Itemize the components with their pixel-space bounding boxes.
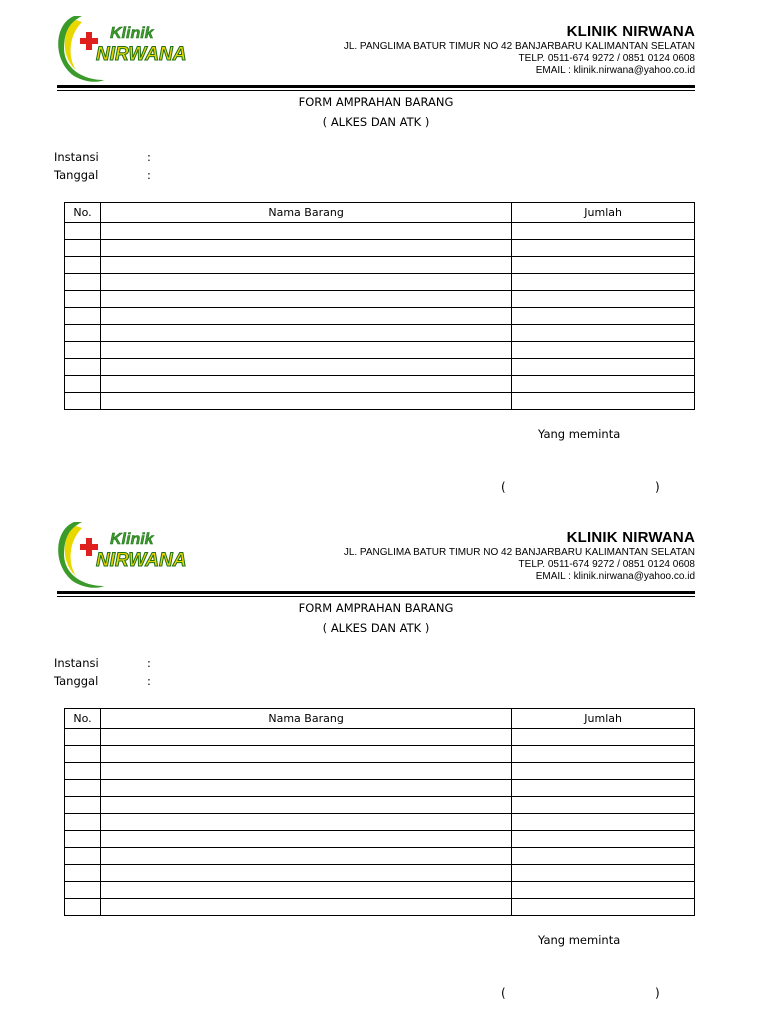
cell-nama-barang xyxy=(100,291,511,308)
table-row xyxy=(65,325,695,342)
table-row xyxy=(65,746,695,763)
tanggal-colon: : xyxy=(147,674,151,688)
cell-jumlah xyxy=(512,780,695,797)
cell-no xyxy=(65,763,101,780)
clinic-email: EMAIL : klinik.nirwana@yahoo.co.id xyxy=(535,65,695,76)
items-table xyxy=(64,202,695,410)
header-divider-thin xyxy=(57,90,695,91)
cell-jumlah xyxy=(512,291,695,308)
instansi-colon: : xyxy=(147,656,151,670)
items-table xyxy=(64,708,695,916)
table-header-row xyxy=(65,709,695,729)
tanggal-colon: : xyxy=(147,168,151,182)
cell-no xyxy=(65,393,101,410)
cell-no xyxy=(65,746,101,763)
header-divider-thick xyxy=(57,591,695,594)
cell-nama-barang xyxy=(100,240,511,257)
cell-nama-barang xyxy=(100,274,511,291)
header-jumlah: Jumlah xyxy=(512,203,695,223)
table-row xyxy=(65,865,695,882)
table-row xyxy=(65,376,695,393)
form-block-2 xyxy=(0,506,768,1012)
cell-jumlah xyxy=(512,325,695,342)
instansi-colon: : xyxy=(147,150,151,164)
cell-nama-barang xyxy=(100,223,511,240)
cell-no xyxy=(65,729,101,746)
table-row xyxy=(65,257,695,274)
table-row xyxy=(65,831,695,848)
table-row xyxy=(65,882,695,899)
cell-no xyxy=(65,865,101,882)
cell-jumlah xyxy=(512,729,695,746)
cell-jumlah xyxy=(512,376,695,393)
form-subtitle: ( ALKES DAN ATK ) xyxy=(322,621,430,635)
cell-no xyxy=(65,359,101,376)
logo-word-bottom: NIRWANA xyxy=(96,550,187,571)
cell-jumlah xyxy=(512,223,695,240)
logo-word-top: Klinik xyxy=(110,531,154,548)
cell-jumlah xyxy=(512,393,695,410)
cell-nama-barang xyxy=(100,308,511,325)
clinic-name: KLINIK NIRWANA xyxy=(566,23,695,40)
cell-nama-barang xyxy=(100,882,511,899)
table-row xyxy=(65,240,695,257)
table-row xyxy=(65,223,695,240)
cell-jumlah xyxy=(512,831,695,848)
cell-nama-barang xyxy=(100,831,511,848)
clinic-phone: TELP. 0511-674 9272 / 0851 0124 0608 xyxy=(518,53,695,64)
clinic-address: JL. PANGLIMA BATUR TIMUR NO 42 BANJARBARU KALIMANTAN SELATAN xyxy=(343,547,695,558)
table-row xyxy=(65,393,695,410)
cell-jumlah xyxy=(512,882,695,899)
cell-no xyxy=(65,274,101,291)
clinic-name: KLINIK NIRWANA xyxy=(566,529,695,546)
cell-nama-barang xyxy=(100,899,511,916)
cell-no xyxy=(65,831,101,848)
clinic-phone: TELP. 0511-674 9272 / 0851 0124 0608 xyxy=(518,559,695,570)
clinic-email: EMAIL : klinik.nirwana@yahoo.co.id xyxy=(535,571,695,582)
cell-no xyxy=(65,325,101,342)
table-row xyxy=(65,359,695,376)
cell-nama-barang xyxy=(100,746,511,763)
table-row xyxy=(65,797,695,814)
logo-word-top: Klinik xyxy=(110,25,154,42)
clinic-logo xyxy=(52,10,217,84)
header-no: No. xyxy=(65,709,101,729)
form-subtitle: ( ALKES DAN ATK ) xyxy=(322,115,430,129)
cell-nama-barang xyxy=(100,325,511,342)
cell-no xyxy=(65,257,101,274)
form-title: FORM AMPRAHAN BARANG xyxy=(298,601,454,615)
cell-nama-barang xyxy=(100,797,511,814)
table-row xyxy=(65,848,695,865)
instansi-label: Instansi xyxy=(54,656,99,670)
header-no: No. xyxy=(65,203,101,223)
table-row xyxy=(65,342,695,359)
signature-open-paren: ( xyxy=(501,986,506,1000)
signature-close-paren: ) xyxy=(655,480,660,494)
clinic-logo xyxy=(52,516,217,590)
header-nama-barang: Nama Barang xyxy=(100,709,511,729)
signature-open-paren: ( xyxy=(501,480,506,494)
table-row xyxy=(65,274,695,291)
cell-jumlah xyxy=(512,342,695,359)
clinic-logo-graphic xyxy=(52,516,217,590)
instansi-label: Instansi xyxy=(54,150,99,164)
clinic-logo-graphic xyxy=(52,10,217,84)
header-divider-thin xyxy=(57,596,695,597)
logo-word-bottom: NIRWANA xyxy=(96,44,187,65)
table-row xyxy=(65,780,695,797)
cell-nama-barang xyxy=(100,342,511,359)
cell-no xyxy=(65,223,101,240)
cell-nama-barang xyxy=(100,376,511,393)
table-row xyxy=(65,814,695,831)
header-divider-thick xyxy=(57,85,695,88)
cell-jumlah xyxy=(512,274,695,291)
form-title: FORM AMPRAHAN BARANG xyxy=(298,95,454,109)
cell-no xyxy=(65,240,101,257)
cell-no xyxy=(65,342,101,359)
signature-label: Yang meminta xyxy=(538,933,621,947)
header-jumlah: Jumlah xyxy=(512,709,695,729)
header-nama-barang: Nama Barang xyxy=(100,203,511,223)
cell-jumlah xyxy=(512,865,695,882)
signature-close-paren: ) xyxy=(655,986,660,1000)
cell-nama-barang xyxy=(100,729,511,746)
cell-nama-barang xyxy=(100,865,511,882)
cell-jumlah xyxy=(512,746,695,763)
signature-label: Yang meminta xyxy=(538,427,621,441)
table-row xyxy=(65,308,695,325)
cell-no xyxy=(65,376,101,393)
cell-jumlah xyxy=(512,308,695,325)
cell-no xyxy=(65,291,101,308)
cell-no xyxy=(65,780,101,797)
tanggal-label: Tanggal xyxy=(54,168,99,182)
cell-jumlah xyxy=(512,763,695,780)
cell-jumlah xyxy=(512,899,695,916)
cell-nama-barang xyxy=(100,814,511,831)
cell-jumlah xyxy=(512,359,695,376)
cell-jumlah xyxy=(512,257,695,274)
tanggal-label: Tanggal xyxy=(54,674,99,688)
form-block-1 xyxy=(0,0,768,506)
cell-jumlah xyxy=(512,797,695,814)
cell-jumlah xyxy=(512,848,695,865)
cell-jumlah xyxy=(512,814,695,831)
cell-nama-barang xyxy=(100,848,511,865)
clinic-address: JL. PANGLIMA BATUR TIMUR NO 42 BANJARBARU KALIMANTAN SELATAN xyxy=(343,41,695,52)
table-row xyxy=(65,899,695,916)
cell-no xyxy=(65,814,101,831)
cell-jumlah xyxy=(512,240,695,257)
table-row xyxy=(65,291,695,308)
cell-no xyxy=(65,797,101,814)
cell-no xyxy=(65,848,101,865)
table-row xyxy=(65,729,695,746)
table-row xyxy=(65,763,695,780)
table-header-row xyxy=(65,203,695,223)
cell-nama-barang xyxy=(100,359,511,376)
cell-no xyxy=(65,882,101,899)
cell-nama-barang xyxy=(100,257,511,274)
cell-no xyxy=(65,899,101,916)
cell-nama-barang xyxy=(100,763,511,780)
cell-no xyxy=(65,308,101,325)
cell-nama-barang xyxy=(100,393,511,410)
cell-nama-barang xyxy=(100,780,511,797)
